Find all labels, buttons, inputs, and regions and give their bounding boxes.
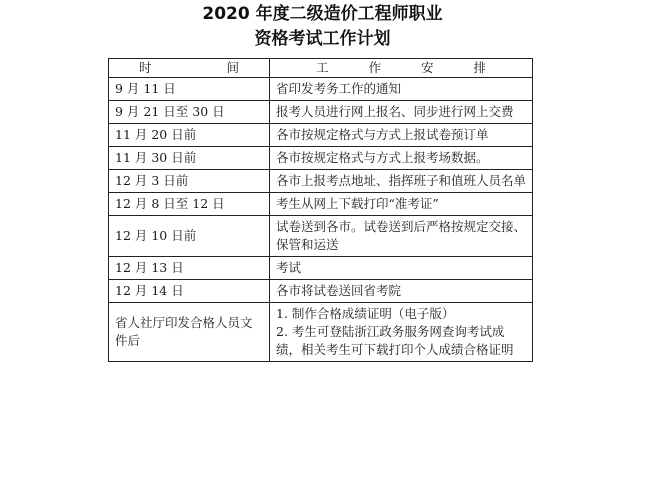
row-work: 试卷送到各市。试卷送到后严格按规定交接、保管和运送: [270, 216, 533, 257]
title-line-1: 2020 年度二级造价工程师职业: [202, 4, 443, 24]
row-time: 省人社厅印发合格人员文件后: [109, 303, 270, 362]
table-header-row: [109, 59, 533, 78]
row-work: 各市将试卷送回省考院: [270, 280, 533, 303]
row-time: 12 月 3 日前: [109, 170, 270, 193]
row-time: 12 月 13 日: [109, 257, 270, 280]
table-row: [109, 78, 533, 101]
table-row: [109, 147, 533, 170]
row-work: 各市上报考点地址、指挥班子和值班人员名单: [270, 170, 533, 193]
row-work: 省印发考务工作的通知: [270, 78, 533, 101]
table-row: [109, 257, 533, 280]
row-work: 报考人员进行网上报名、同步进行网上交费: [270, 101, 533, 124]
table-row: [109, 101, 533, 124]
row-time: 11 月 30 日前: [109, 147, 270, 170]
row-time: 12 月 10 日前: [109, 216, 270, 257]
row-work: 考试: [270, 257, 533, 280]
row-work: 考生从网上下载打印“准考证”: [270, 193, 533, 216]
table-row: [109, 124, 533, 147]
header-work: 工 作 安 排: [270, 59, 533, 78]
header-time: 时 间: [109, 59, 270, 78]
work-item-2: 2. 考生可登陆浙江政务服务网查询考试成绩，相关考生可下载打印个人成绩合格证明: [276, 324, 514, 357]
row-work: 各市按规定格式与方式上报试卷预订单: [270, 124, 533, 147]
table-row: [109, 170, 533, 193]
row-work: [270, 303, 533, 362]
table-row: [109, 193, 533, 216]
row-time: 9 月 11 日: [109, 78, 270, 101]
row-time: 12 月 8 日至 12 日: [109, 193, 270, 216]
row-time: 11 月 20 日前: [109, 124, 270, 147]
work-item-1: 1. 制作合格成绩证明（电子版）: [276, 306, 455, 321]
row-work: 各市按规定格式与方式上报考场数据。: [270, 147, 533, 170]
table-row: [109, 303, 533, 362]
row-time: 12 月 14 日: [109, 280, 270, 303]
table-row: [109, 216, 533, 257]
schedule-table: [108, 58, 533, 362]
document-title: [0, 2, 645, 52]
table-row: [109, 280, 533, 303]
title-line-2: 资格考试工作计划: [254, 29, 391, 49]
row-time: 9 月 21 日至 30 日: [109, 101, 270, 124]
